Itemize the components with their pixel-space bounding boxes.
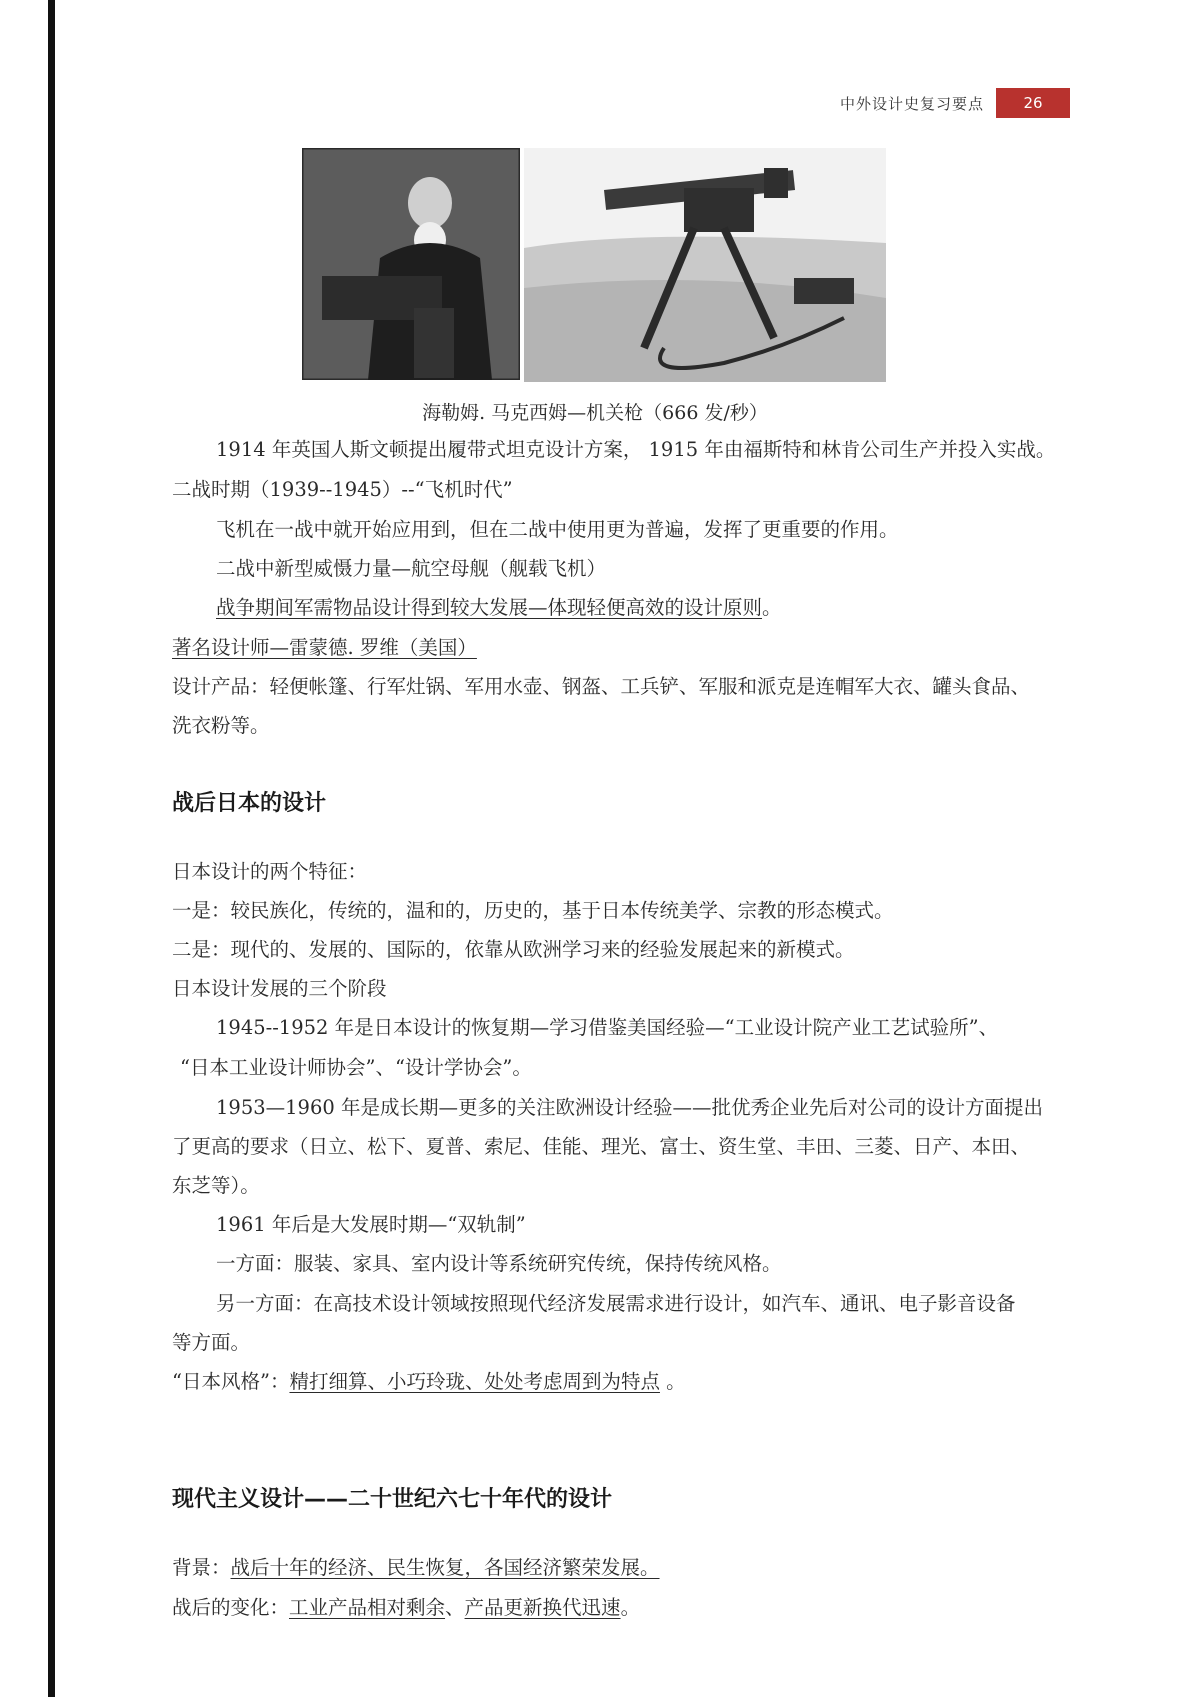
stage-1953-line3: 东芝等）。 bbox=[172, 1174, 260, 1197]
background-underlined: 战后十年的经济、民生恢复，各国经济繁荣发展。 bbox=[230, 1556, 660, 1579]
background-line bbox=[172, 1556, 660, 1579]
paragraph-airplane: 飞机在一战中就开始应用到，但在二战中使用更为普遍，发挥了更重要的作用。 bbox=[216, 518, 899, 541]
design-products-line1: 设计产品：轻便帐篷、行军灶锅、军用水壶、钢盔、工兵铲、军服和派克是连帽军大衣、罐头食品、 bbox=[172, 675, 1031, 698]
design-products-line2: 洗衣粉等。 bbox=[172, 714, 270, 737]
military-goods-underlined: 战争期间军需物品设计得到较大发展—体现轻便高效的设计原则 bbox=[216, 596, 763, 619]
postwar-change-u1: 工业产品相对剩余 bbox=[289, 1596, 446, 1619]
paragraph-military-goods bbox=[216, 596, 782, 619]
japan-style-suffix: 。 bbox=[659, 1370, 686, 1393]
paragraph-ww2-period: 二战时期（1939--1945）--“飞机时代” bbox=[172, 478, 513, 501]
postwar-change-sep: 、 bbox=[445, 1596, 465, 1619]
military-goods-end: 。 bbox=[762, 596, 782, 619]
postwar-change-u2: 产品更新换代迅速 bbox=[464, 1596, 621, 1619]
other-side-line2: 等方面。 bbox=[172, 1331, 251, 1354]
page-number-badge: 26 bbox=[996, 88, 1070, 118]
heading-modernism: 现代主义设计——二十世纪六七十年代的设计 bbox=[172, 1487, 613, 1512]
japan-features-title: 日本设计的两个特征： bbox=[172, 860, 368, 883]
paragraph-carrier: 二战中新型威慑力量—航空母舰（舰载飞机） bbox=[216, 557, 607, 580]
postwar-change-end: 。 bbox=[620, 1596, 641, 1619]
japan-style bbox=[172, 1370, 686, 1393]
one-side: 一方面：服装、家具、室内设计等系统研究传统，保持传统风格。 bbox=[216, 1252, 782, 1275]
japan-style-prefix: “日本风格”： bbox=[172, 1370, 290, 1393]
header-title: 中外设计史复习要点 bbox=[839, 94, 984, 113]
stage-1953-line1: 1953—1960 年是成长期—更多的关注欧洲设计经验——批优秀企业先后对公司的设计方面提出 bbox=[216, 1096, 1043, 1119]
designer-loewy: 著名设计师—雷蒙德. 罗维（美国） bbox=[172, 636, 477, 659]
machine-gun-photo bbox=[524, 148, 886, 382]
portrait-photo bbox=[302, 148, 520, 380]
postwar-change-line bbox=[172, 1596, 640, 1619]
background-prefix: 背景： bbox=[172, 1556, 231, 1579]
stage-1961: 1961 年后是大发展时期—“双轨制” bbox=[216, 1213, 526, 1236]
japan-feature-two: 二是：现代的、发展的、国际的，依靠从欧洲学习来的经验发展起来的新模式。 bbox=[172, 938, 855, 961]
page-spine-bar bbox=[48, 0, 55, 1697]
other-side-line1: 另一方面：在高技术设计领域按照现代经济发展需求进行设计，如汽车、通讯、电子影音设备 bbox=[216, 1292, 1016, 1315]
paragraph-tank: 1914 年英国人斯文顿提出履带式坦克设计方案， 1915 年由福斯特和林肯公司生产并投入实战。 bbox=[216, 438, 1056, 461]
stage-1945-line2: “日本工业设计师协会”、“设计学协会”。 bbox=[180, 1056, 532, 1079]
stage-1953-line2: 了更高的要求（日立、松下、夏普、索尼、佳能、理光、富士、资生堂、丰田、三菱、日产、本田、 bbox=[172, 1135, 1031, 1158]
heading-postwar-japan: 战后日本的设计 bbox=[172, 791, 327, 816]
postwar-change-prefix: 战后的变化： bbox=[172, 1596, 290, 1619]
japan-feature-one: 一是：较民族化，传统的，温和的，历史的，基于日本传统美学、宗教的形态模式。 bbox=[172, 899, 894, 922]
japan-style-underlined: 精打细算、小巧玲珑、处处考虑周到为特点 bbox=[289, 1370, 660, 1393]
page-header bbox=[840, 88, 1070, 118]
japan-stages-title: 日本设计发展的三个阶段 bbox=[172, 977, 387, 1000]
stage-1945-line1: 1945--1952 年是日本设计的恢复期—学习借鉴美国经验—“工业设计院产业工艺试验所”、 bbox=[216, 1016, 999, 1039]
figure-caption: 海勒姆. 马克西姆—机关枪（666 发/秒） bbox=[422, 402, 768, 424]
